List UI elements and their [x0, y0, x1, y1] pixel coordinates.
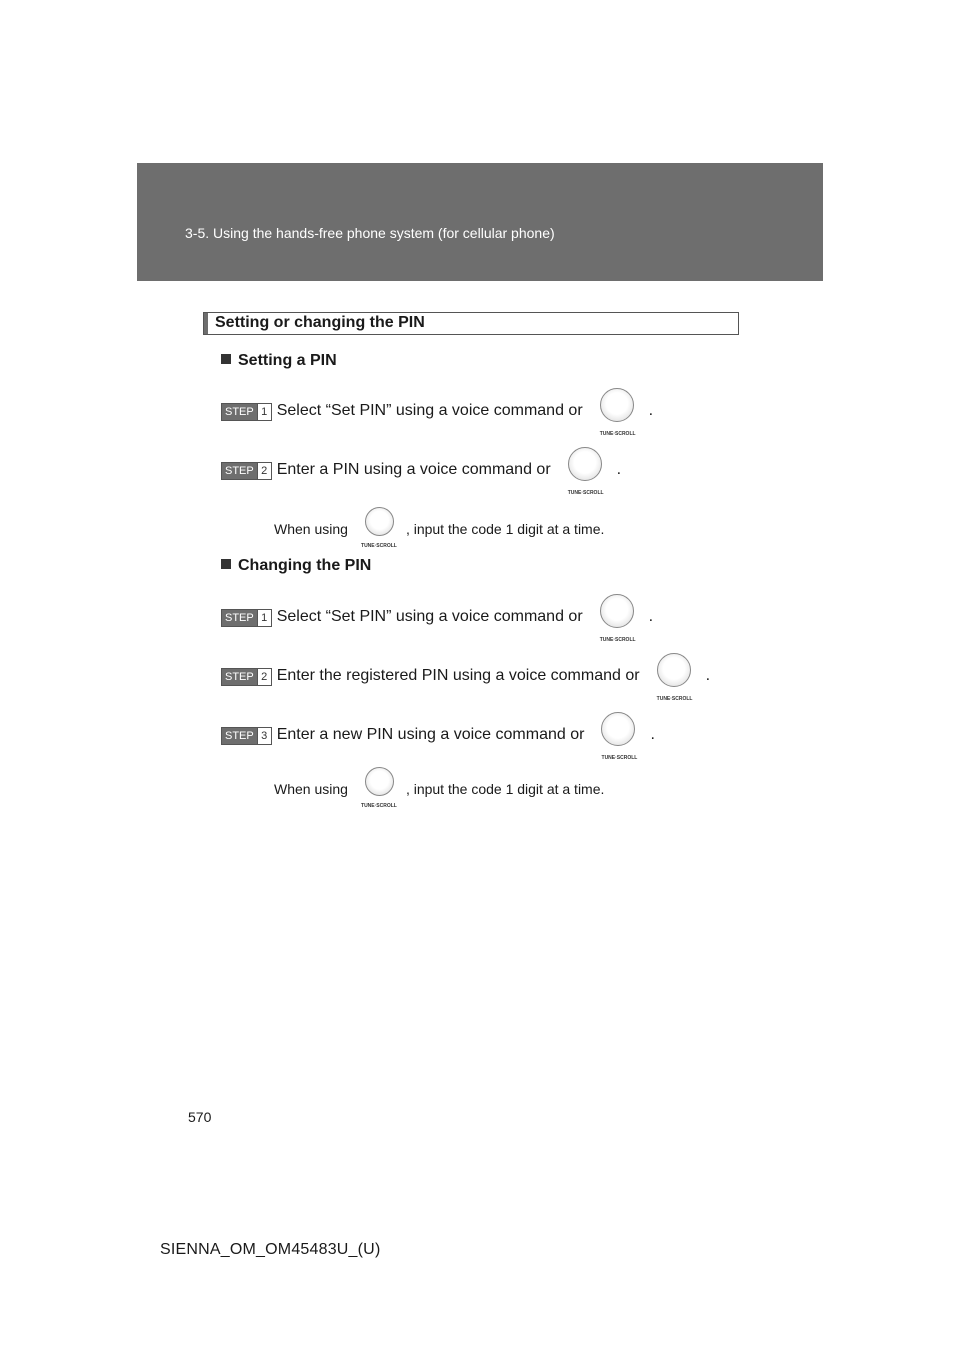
step-text: Select “Set PIN” using a voice command or TUNE·SCROLL . [277, 400, 653, 432]
chapter-breadcrumb: 3-5. Using the hands-free phone system (for cellular phone) [185, 225, 555, 241]
step-number: 1 [257, 404, 271, 420]
step-badge [221, 609, 272, 627]
step-label: STEP [222, 610, 257, 626]
subheading-text: Changing the PIN [238, 557, 372, 574]
square-bullet-icon [221, 354, 231, 364]
changing-step-2 [221, 665, 710, 705]
tune-scroll-knob-icon: TUNE·SCROLL [591, 388, 645, 432]
step-label: STEP [222, 728, 257, 744]
step-text: Select “Set PIN” using a voice command or TUNE·SCROLL . [277, 606, 653, 638]
step-label: STEP [222, 404, 257, 420]
changing-note: When using TUNE·SCROLL , input the code 1 digit at a time. [274, 779, 604, 805]
subheading-setting-pin [221, 352, 337, 370]
tune-scroll-knob-icon: TUNE·SCROLL [648, 653, 702, 697]
step-number: 3 [257, 728, 271, 744]
step-label: STEP [222, 463, 257, 479]
subheading-changing-pin [221, 557, 371, 575]
subheading-text: Setting a PIN [238, 352, 337, 369]
step-badge [221, 462, 272, 480]
setting-step-2 [221, 459, 621, 499]
changing-step-1 [221, 606, 653, 646]
step-label: STEP [222, 669, 257, 685]
step-badge [221, 727, 272, 745]
tune-scroll-knob-icon: TUNE·SCROLL [592, 712, 646, 756]
tune-scroll-knob-icon: TUNE·SCROLL [591, 594, 645, 638]
section-title: Setting or changing the PIN [215, 314, 425, 331]
step-text: Enter a PIN using a voice command or TUNE·SCROLL . [277, 459, 621, 491]
tune-scroll-knob-icon: TUNE·SCROLL [356, 767, 402, 805]
section-title-box [203, 312, 739, 335]
setting-step-1 [221, 400, 653, 440]
step-number: 1 [257, 610, 271, 626]
document-code: SIENNA_OM_OM45483U_(U) [160, 1241, 381, 1258]
setting-note: When using TUNE·SCROLL , input the code 1 digit at a time. [274, 519, 604, 545]
step-text: Enter a new PIN using a voice command or TUNE·SCROLL . [277, 724, 655, 756]
step-number: 2 [257, 463, 271, 479]
step-number: 2 [257, 669, 271, 685]
header-band [137, 163, 823, 281]
tune-scroll-knob-icon: TUNE·SCROLL [559, 447, 613, 491]
section-title-accent [204, 313, 208, 334]
square-bullet-icon [221, 559, 231, 569]
step-badge [221, 403, 272, 421]
page-number: 570 [188, 1109, 212, 1125]
tune-scroll-knob-icon: TUNE·SCROLL [356, 507, 402, 545]
changing-step-3 [221, 724, 655, 764]
step-badge [221, 668, 272, 686]
step-text: Enter the registered PIN using a voice command or TUNE·SCROLL . [277, 665, 710, 697]
